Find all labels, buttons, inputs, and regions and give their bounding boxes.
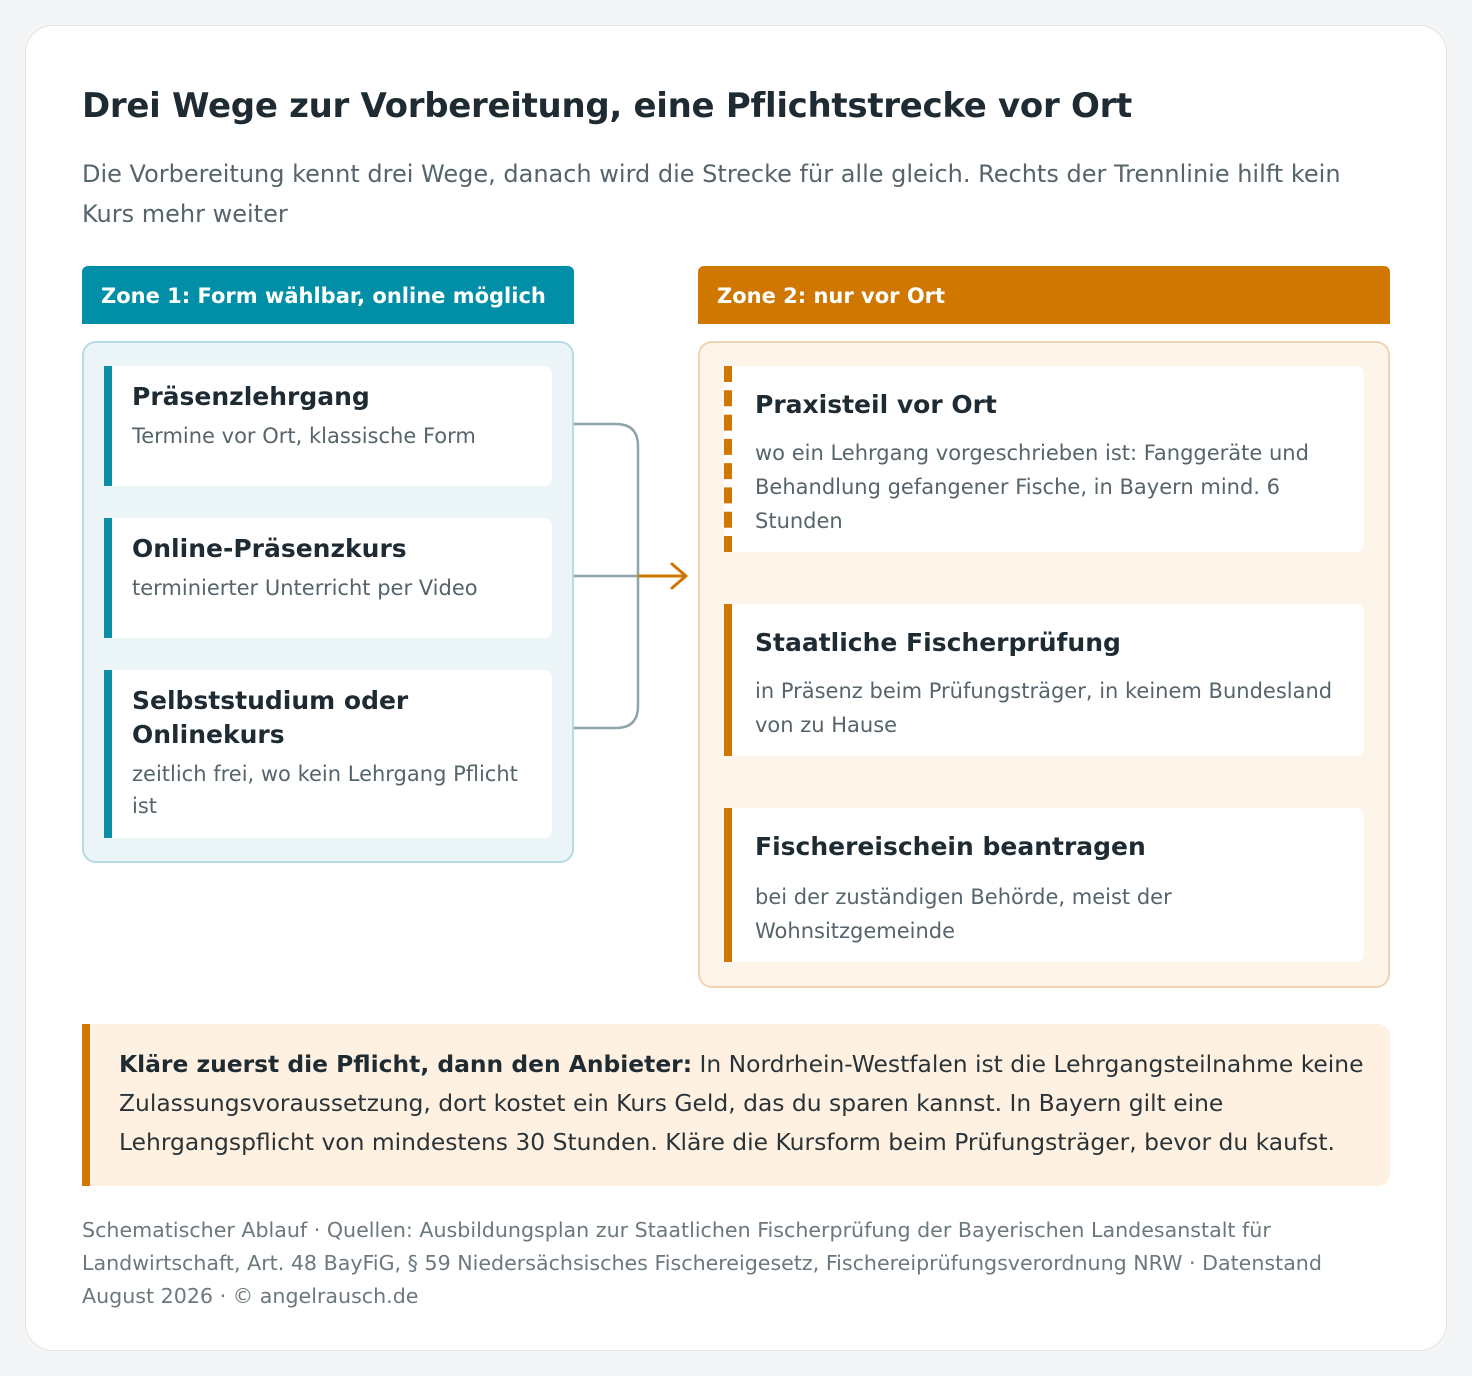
page-title: Drei Wege zur Vorbereitung, eine Pflichtstrecke vor Ort: [82, 86, 1133, 126]
step-praxisteil: [724, 366, 1364, 552]
callout-bold: Kläre zuerst die Pflicht, dann den Anbieter:: [119, 1050, 693, 1078]
step-title: Fischereischein beantragen: [755, 832, 1146, 861]
step-desc: wo ein Lehrgang vorgeschrieben ist: Fanggeräte und Behandlung gefangener Fische, in Bayern mind. 6 Stunden: [755, 441, 1309, 533]
option-title: Selbststudium oder Onlinekurs: [132, 686, 409, 749]
option-title: Online-Präsenzkurs: [132, 534, 407, 563]
option-desc: Termine vor Ort, klassische Form: [132, 424, 476, 448]
callout-body: In Nordrhein-Westfalen ist die Lehrgangsteilnahme keine Zulassungsvoraussetzung, dort kostet ein Kurs Geld, das du sparen kannst. In Bayern gilt eine Lehrgangspflicht von mindestens 30 Stunden. Kläre die Kursform beim Prüfungsträger, bevor du kaufst.: [119, 1050, 1364, 1156]
option-desc: terminierter Unterricht per Video: [132, 576, 478, 600]
step-title: Praxisteil vor Ort: [755, 390, 997, 419]
step-fischerpruefung: [724, 604, 1364, 756]
callout-text: [119, 1045, 1389, 1162]
option-desc: zeitlich frei, wo kein Lehrgang Pflicht ist: [132, 762, 518, 818]
option-title: Präsenzlehrgang: [132, 382, 370, 411]
source-footer: Schematischer Ablauf · Quellen: Ausbildungsplan zur Staatlichen Fischerprüfung der Bayerischen Landesanstalt für Landwirtschaft, Art. 48 BayFiG, § 59 Niedersächsisches Fischereigesetz, Fischereiprüfungsverordnung NRW · Datenstand August 2026 · © angelrausch.de: [82, 1218, 1322, 1308]
step-desc: bei der zuständigen Behörde, meist der Wohnsitzgemeinde: [755, 885, 1172, 943]
step-title: Staatliche Fischerprüfung: [755, 628, 1121, 657]
step-fischereischein: [724, 808, 1364, 962]
callout-note: [82, 1024, 1390, 1186]
page-subtitle: Die Vorbereitung kennt drei Wege, danach wird die Strecke für alle gleich. Rechts der Trennlinie hilft kein Kurs mehr weiter: [82, 160, 1341, 228]
zone2-header: Zone 2: nur vor Ort: [698, 266, 1390, 324]
zone1-header: Zone 1: Form wählbar, online möglich: [82, 266, 574, 324]
step-desc: in Präsenz beim Prüfungsträger, in keinem Bundesland von zu Hause: [755, 679, 1333, 737]
